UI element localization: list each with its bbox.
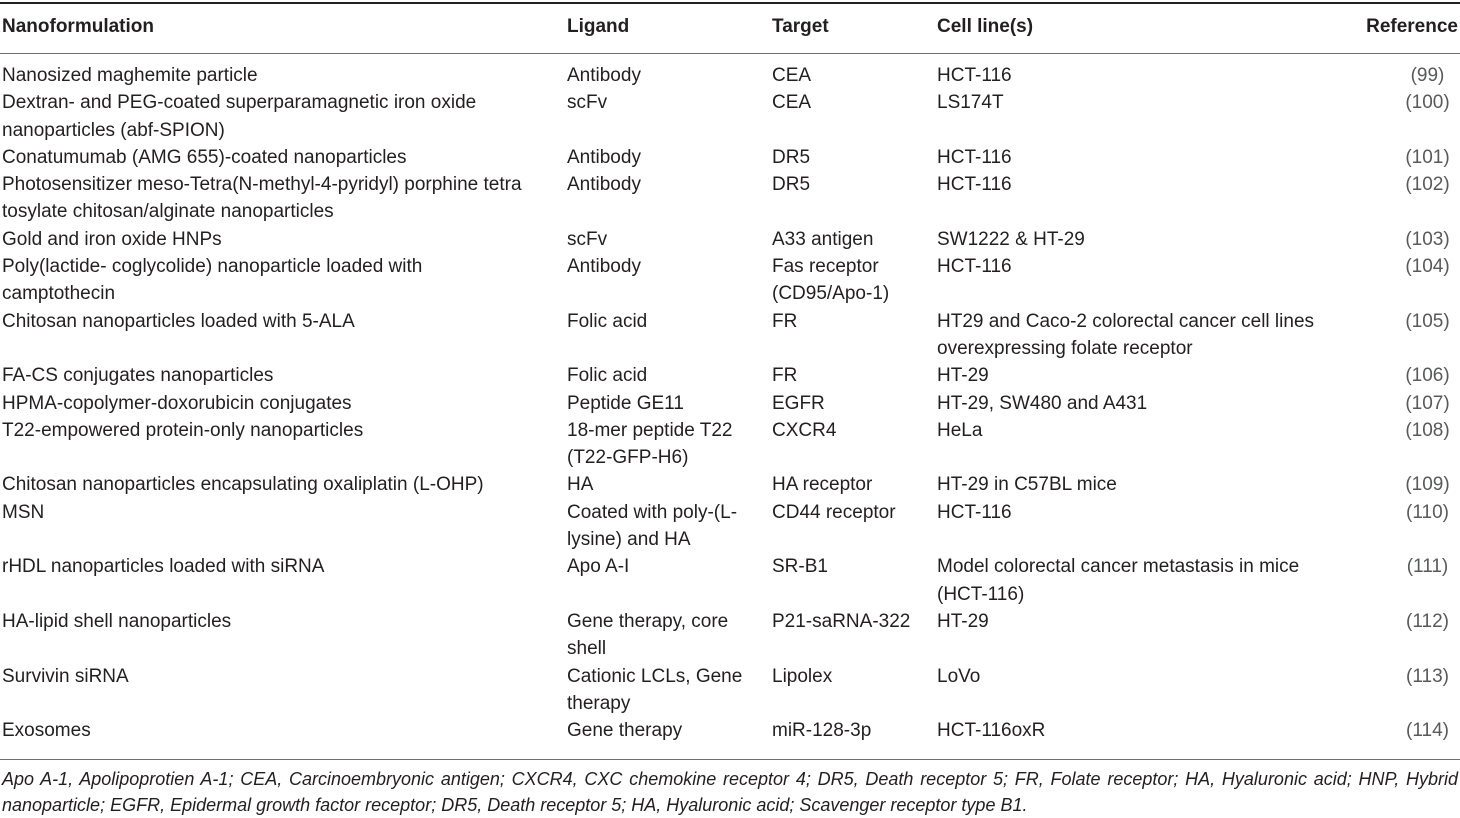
ligand-cell: Antibody (567, 65, 641, 86)
target-cell: FR (772, 310, 798, 332)
table-row (0, 417, 1460, 472)
nanoformulation-cell: Chitosan nanoparticles encapsulating oxaliplatin (L-OHP) (2, 474, 484, 496)
nanoformulation-cell: T22-empowered protein-only nanoparticles (2, 419, 364, 441)
table-row (0, 89, 1460, 144)
reference-cell: (104) (1405, 256, 1450, 278)
reference-cell: (112) (1406, 610, 1449, 632)
reference-cell: (101) (1405, 146, 1450, 168)
ligand-cell: Gene therapy, core shell (567, 610, 729, 660)
target-cell: P21-saRNA-322 (772, 610, 911, 632)
target-cell: HA receptor (772, 474, 873, 496)
nanoformulation-cell: Gold and iron oxide HNPs (2, 228, 222, 250)
target-cell: EGFR (772, 392, 825, 414)
header-reference: Reference (1366, 15, 1458, 37)
nanoformulation-cell: Conatumumab (AMG 655)-coated nanoparticles (2, 146, 407, 168)
table-row (0, 226, 1460, 253)
header-ligand: Ligand (567, 15, 630, 37)
ligand-cell: Gene therapy (567, 720, 683, 742)
nanoformulation-cell: Photosensitizer meso-Tetra(N-methyl-4-pyridyl) porphine tetra tosylate chitosan/alginate nanoparticles (2, 174, 522, 223)
target-cell: DR5 (772, 146, 811, 168)
header-cell-lines: Cell line(s) (937, 15, 1034, 37)
table-bottom-rule (0, 759, 1460, 760)
target-cell: CXCR4 (772, 419, 837, 441)
target-cell: Fas receptor (CD95/Apo-1) (772, 256, 890, 305)
table-row (0, 608, 1460, 663)
target-cell: A33 antigen (772, 228, 874, 250)
nanoformulation-cell: FA-CS conjugates nanoparticles (2, 365, 274, 387)
cell-lines-cell: LS174T (937, 92, 1004, 114)
nanoformulation-cell: MSN (2, 501, 45, 523)
ligand-cell: Folic acid (567, 310, 648, 332)
cell-lines-cell: HCT-116 (937, 65, 1012, 86)
ligand-cell: Coated with poly-(L- lysine) and HA (567, 501, 738, 551)
table-row (0, 253, 1460, 308)
cell-lines-cell: HCT-116 (937, 256, 1012, 278)
reference-cell: (110) (1406, 501, 1449, 523)
table-row (0, 499, 1460, 554)
table-row (0, 171, 1460, 226)
table-row (0, 390, 1460, 417)
cell-lines-cell: HT-29 (937, 365, 989, 387)
ligand-cell: Apo A-I (567, 556, 630, 578)
nanoformulation-cell: HPMA-copolymer-doxorubicin conjugates (2, 392, 352, 414)
cell-lines-cell: HCT-116 (937, 174, 1012, 196)
target-cell: CD44 receptor (772, 501, 896, 523)
cell-lines-cell: HT29 and Caco-2 colorectal cancer cell lines overexpressing folate receptor (937, 310, 1315, 359)
table-row (0, 663, 1460, 718)
table-row (0, 471, 1460, 498)
ligand-cell: Antibody (567, 174, 641, 196)
ligand-cell: Antibody (567, 146, 641, 168)
header-nanoformulation: Nanoformulation (2, 15, 154, 37)
table-header-row (0, 0, 1460, 53)
reference-cell: (114) (1406, 720, 1449, 742)
nanoformulation-cell: Dextran- and PEG-coated superparamagnetic iron oxide nanoparticles (abf-SPION) (2, 92, 477, 141)
header-target: Target (772, 15, 829, 37)
ligand-cell: HA (567, 474, 594, 496)
reference-cell: (103) (1405, 228, 1450, 250)
ligand-cell: 18-mer peptide T22 (T22-GFP-H6) (567, 419, 733, 469)
target-cell: Lipolex (772, 665, 833, 687)
nanoformulation-cell: Chitosan nanoparticles loaded with 5-ALA (2, 310, 355, 332)
cell-lines-cell: HT-29 in C57BL mice (937, 474, 1117, 496)
cell-lines-cell: HCT-116 (937, 501, 1012, 523)
reference-cell: (109) (1405, 474, 1450, 496)
nanoformulation-cell: Survivin siRNA (2, 665, 129, 687)
cell-lines-cell: Model colorectal cancer metastasis in mice (HCT-116) (937, 556, 1300, 605)
target-cell: CEA (772, 92, 812, 114)
ligand-cell: scFv (567, 92, 608, 114)
reference-cell: (107) (1405, 392, 1450, 414)
nanoformulation-cell: Exosomes (2, 720, 91, 742)
table-row (0, 144, 1460, 171)
reference-cell: (100) (1405, 92, 1450, 114)
table-footnote: Apo A-1, Apolipoprotien A-1; CEA, Carcinoembryonic antigen; CXCR4, CXC chemokine receptor 4; DR5, Death receptor 5; FR, Folate receptor; HA, Hyaluronic acid; HNP, Hybrid nanoparticle; EGFR, Epidermal growth factor receptor; DR5, Death receptor 5; HA, Hyaluronic acid; Scavenger receptor type B1. (2, 769, 1458, 815)
target-cell: miR-128-3p (772, 720, 872, 742)
nanoformulation-cell: HA-lipid shell nanoparticles (2, 610, 232, 632)
reference-cell: (105) (1405, 310, 1450, 332)
reference-cell: (102) (1405, 174, 1450, 196)
reference-cell: (113) (1406, 665, 1449, 687)
ligand-cell: Antibody (567, 256, 641, 278)
reference-cell: (111) (1406, 556, 1449, 578)
cell-lines-cell: HT-29 (937, 610, 989, 632)
cell-lines-cell: LoVo (937, 665, 981, 687)
reference-cell: (108) (1405, 419, 1450, 441)
ligand-cell: Peptide GE11 (567, 392, 684, 414)
cell-lines-cell: HCT-116 (937, 146, 1012, 168)
table-body (0, 53, 1460, 744)
ligand-cell: Cationic LCLs, Gene therapy (567, 665, 743, 714)
table-row (0, 362, 1460, 389)
cell-lines-cell: HT-29, SW480 and A431 (937, 392, 1148, 414)
table-row (0, 308, 1460, 363)
ligand-cell: scFv (567, 228, 608, 250)
nanoformulation-cell: Poly(lactide- coglycolide) nanoparticle loaded with camptothecin (2, 256, 423, 305)
target-cell: FR (772, 365, 798, 387)
target-cell: SR-B1 (772, 556, 828, 578)
cell-lines-cell: SW1222 & HT-29 (937, 228, 1085, 250)
table-row (0, 717, 1460, 744)
table-row (0, 53, 1460, 89)
table-row (0, 553, 1460, 608)
ligand-cell: Folic acid (567, 365, 648, 387)
nanoformulation-cell: Nanosized maghemite particle (2, 65, 258, 86)
nanoformulation-cell: rHDL nanoparticles loaded with siRNA (2, 556, 325, 578)
cell-lines-cell: HeLa (937, 419, 983, 441)
target-cell: CEA (772, 65, 812, 86)
reference-cell: (99) (1410, 65, 1445, 86)
target-cell: DR5 (772, 174, 811, 196)
reference-cell: (106) (1405, 365, 1450, 387)
cell-lines-cell: HCT-116oxR (937, 720, 1046, 742)
